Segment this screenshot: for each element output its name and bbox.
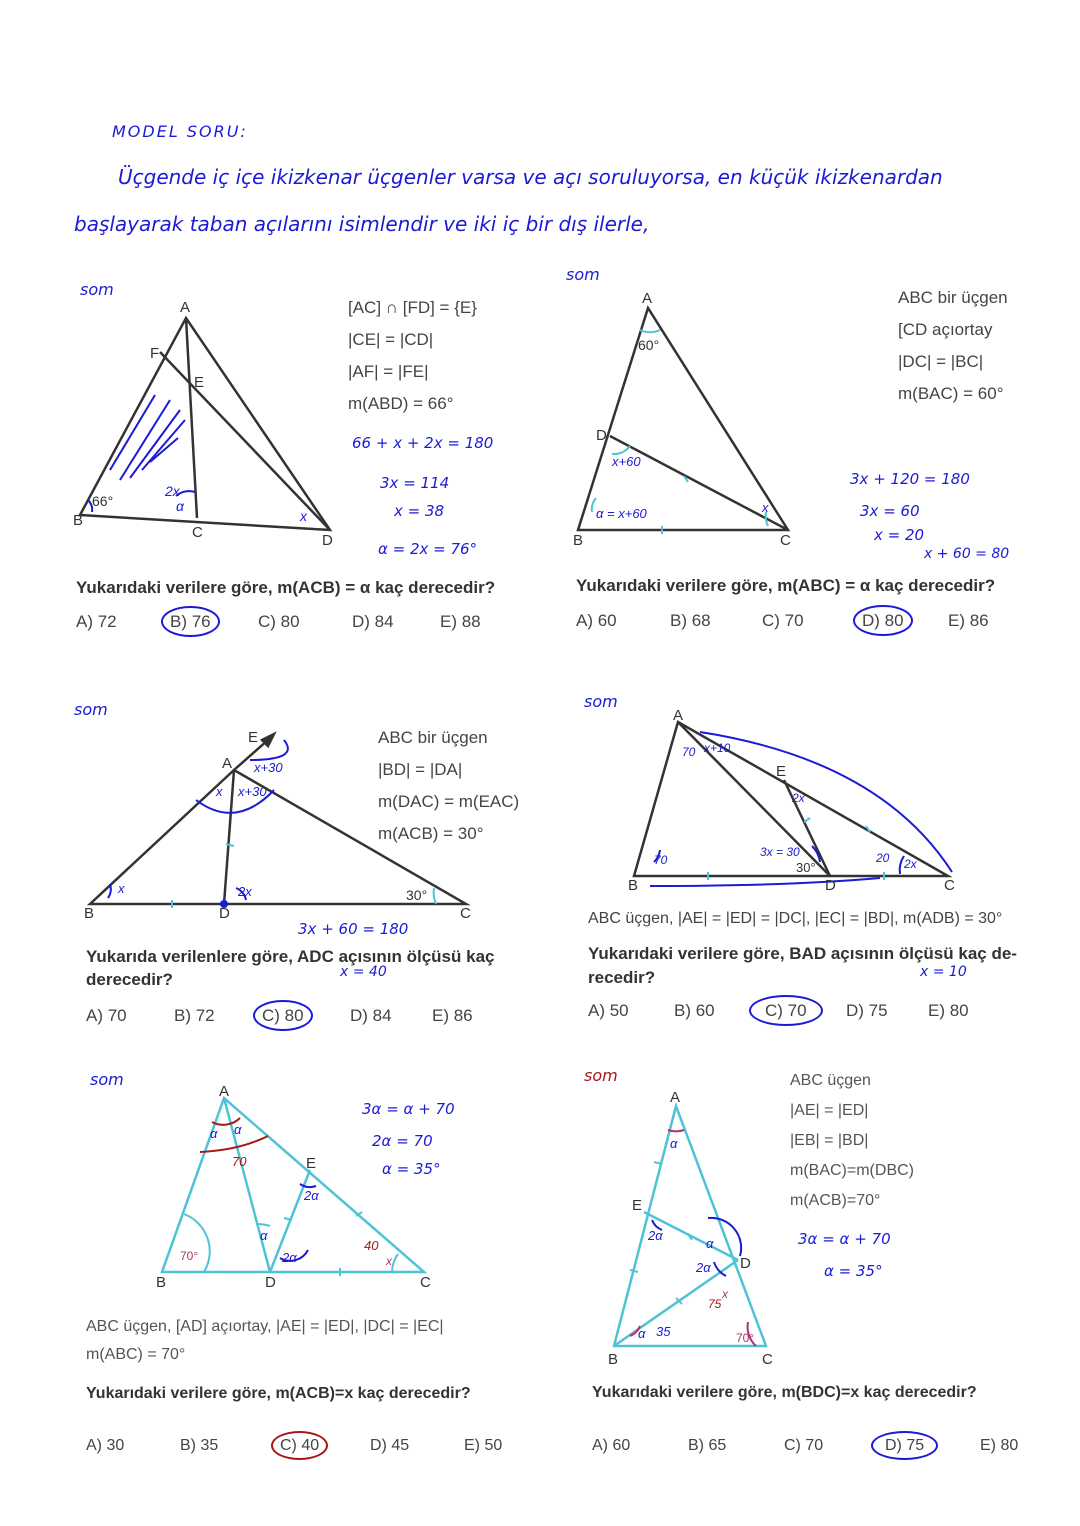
p6-label-c: C — [762, 1351, 773, 1368]
p4-tick-ed — [804, 818, 810, 822]
p1-work-3: x = 38 — [394, 502, 445, 520]
p6-choice-c[interactable]: C) 70 — [784, 1437, 824, 1454]
p3-choice-d[interactable]: D) 84 — [350, 1006, 392, 1025]
p6-choice-a[interactable]: A) 60 — [592, 1437, 631, 1454]
p6-choice-b[interactable]: B) 65 — [688, 1437, 727, 1454]
p1-choice-c[interactable]: C) 80 — [258, 612, 300, 631]
p5-choice-b[interactable]: B) 35 — [180, 1437, 219, 1454]
p2-given-4: m(BAC) = 60° — [898, 384, 1004, 403]
p5-label-b: B — [156, 1274, 167, 1291]
p6-label-x: x — [722, 1287, 728, 1301]
p3-given-3: m(DAC) = m(EAC) — [378, 792, 520, 811]
p4-choice-e[interactable]: E) 80 — [928, 1001, 969, 1020]
p5-triangle-abc — [162, 1098, 424, 1272]
p4-choice-d[interactable]: D) 75 — [846, 1001, 888, 1020]
p5-label-70: 70° — [180, 1249, 199, 1263]
p1-segment-ac — [186, 318, 197, 518]
p4-label-c: C — [944, 877, 955, 894]
p3-given-4: m(ACB) = 30° — [378, 824, 484, 843]
p5-label-40: 40 — [364, 1238, 379, 1253]
p2-work-3: x = 20 — [874, 526, 925, 544]
model-title: MODEL SORU: — [112, 122, 248, 141]
problem-1-tag: som — [80, 280, 114, 299]
p2-givens — [898, 282, 1008, 410]
p4-label-e: E — [776, 763, 787, 780]
problem-2-tag: som — [566, 265, 600, 284]
p4-choice-a[interactable]: A) 50 — [588, 1001, 629, 1020]
p2-arc-d — [612, 446, 630, 454]
p6-label-2a-b: 2α — [696, 1260, 711, 1275]
p3-work-1: 3x + 60 = 180 — [298, 920, 409, 938]
p5-stem-line-1: ABC üçgen, [AD] açıortay, |AE| = |ED|, |DC| = |EC| — [86, 1318, 444, 1335]
p6-question: Yukarıdaki verilere göre, m(BDC)=x kaç derecedir? — [592, 1384, 977, 1401]
p3-label-30: 30° — [406, 887, 428, 903]
p1-work-2: 3x = 114 — [380, 474, 450, 492]
p2-choice-b[interactable]: B) 68 — [670, 611, 711, 630]
p6-label-35: 35 — [656, 1324, 671, 1339]
p1-triangle-abd — [80, 318, 330, 530]
p3-segment-ad — [224, 770, 234, 904]
p6-given-5: m(ACB)=70° — [790, 1192, 881, 1209]
p4-label-20: 20 — [876, 851, 890, 865]
p6-choice-e[interactable]: E) 80 — [980, 1437, 1019, 1454]
p6-label-70: 70° — [736, 1331, 755, 1345]
p3-label-x-b: x — [118, 881, 125, 896]
p6-answer-circle: D) 75 — [871, 1431, 938, 1460]
intro-line-1: Üçgende iç içe ikizkenar üçgenler varsa ve açı soruluyorsa, en küçük ikizkenardan — [118, 165, 943, 189]
p2-triangle-abc — [578, 308, 788, 530]
problem-3-tag: som — [74, 700, 108, 719]
p3-arc-c — [434, 888, 436, 904]
p6-given-1: ABC üçgen — [790, 1072, 871, 1089]
p6-work-2: α = 35° — [824, 1262, 883, 1280]
p1-given-1: [AC] ∩ [FD] = {E} — [348, 298, 477, 317]
p1-given-4: m(ABD) = 66° — [348, 394, 454, 413]
p2-answer-circle: D) 80 — [853, 605, 913, 636]
p1-givens — [348, 292, 477, 420]
p6-triangle-abc — [614, 1106, 766, 1346]
problem-6-tag: som — [584, 1066, 618, 1085]
p1-choice-b[interactable] — [170, 612, 220, 632]
p5-choice-d[interactable]: D) 45 — [370, 1437, 410, 1454]
p4-label-d: D — [825, 877, 836, 894]
p4-arc-bd — [650, 878, 880, 886]
p1-segment-fd — [160, 352, 330, 530]
p3-answer-circle: C) 80 — [253, 1000, 313, 1031]
p1-label-2x: 2x — [165, 483, 180, 499]
p3-given-2: |BD| = |DA| — [378, 760, 463, 779]
p6-given-4: m(BAC)=m(DBC) — [790, 1162, 914, 1179]
p6-arc-a — [668, 1130, 684, 1131]
p6-given-2: |AE| = |ED| — [790, 1102, 869, 1119]
p3-label-d: D — [219, 905, 230, 922]
p5-label-a: A — [219, 1083, 230, 1100]
p6-work-1: 3α = α + 70 — [798, 1230, 891, 1248]
p4-label-b: B — [628, 877, 639, 894]
p4-label-30: 30° — [796, 860, 816, 875]
p1-label-e: E — [194, 374, 205, 391]
p3-choice-a[interactable]: A) 70 — [86, 1006, 127, 1025]
p5-label-d: D — [265, 1274, 276, 1291]
p2-work-4: x + 60 = 80 — [924, 546, 1010, 562]
p2-given-3: |DC| = |BC| — [898, 352, 984, 371]
p1-work-1: 66 + x + 2x = 180 — [352, 434, 494, 452]
p1-label-f: F — [150, 345, 160, 362]
p6-label-a: A — [670, 1089, 681, 1106]
p6-label-75: 75 — [708, 1297, 722, 1311]
p1-question: Yukarıdaki verilere göre, m(ACB) = α kaç derecedir? — [76, 578, 496, 597]
p2-choice-c[interactable]: C) 70 — [762, 611, 804, 630]
p2-question: Yukarıdaki verilere göre, m(ABC) = α kaç derecedir? — [576, 576, 996, 595]
p5-label-70-red: 70 — [232, 1154, 247, 1169]
p4-choice-c[interactable] — [758, 1001, 823, 1021]
p2-choice-d[interactable] — [862, 611, 913, 631]
p3-question-line-1: Yukarıda verilenlere göre, ADC açısının ölçüsü kaç — [86, 947, 495, 966]
p4-label-2x-a: 2x — [792, 791, 805, 805]
p2-label-alpha: α = x+60 — [596, 506, 647, 521]
p6-given-3: |EB| = |BD| — [790, 1132, 869, 1149]
problem-4-tag: som — [584, 692, 618, 711]
p1-given-3: |AF| = |FE| — [348, 362, 429, 381]
problem-5-tag: som — [90, 1070, 124, 1089]
p3-label-x30-b: x+30 — [238, 784, 267, 799]
p1-choice-e[interactable]: E) 88 — [440, 612, 481, 631]
p2-label-a: A — [642, 290, 653, 307]
p4-segment-ad — [678, 722, 830, 876]
p2-label-b: B — [573, 532, 584, 549]
intro-line-2: başlayarak taban açılarını isimlendir ve iki iç bir dış ilerle, — [74, 212, 650, 236]
p4-label-x10: x+10 — [704, 741, 731, 755]
p1-label-alpha: α — [176, 498, 184, 514]
p2-given-2: [CD açıortay — [898, 320, 993, 339]
p3-question-line-2: derecedir? — [86, 970, 173, 989]
p5-label-2a-b: 2α — [304, 1188, 319, 1203]
p1-label-x: x — [300, 508, 307, 524]
p3-label-c: C — [460, 905, 471, 922]
p4-stem: ABC üçgen, |AE| = |ED| = |DC|, |EC| = |BD|, m(ADB) = 30° — [588, 910, 1003, 927]
p3-label-e: E — [248, 729, 259, 746]
p1-label-c: C — [192, 524, 203, 541]
p2-choice-e[interactable]: E) 86 — [948, 611, 989, 630]
p5-stem-line-2: m(ABC) = 70° — [86, 1346, 186, 1363]
p5-work-1: 3α = α + 70 — [362, 1100, 455, 1118]
p6-label-b: B — [608, 1351, 619, 1368]
p5-label-2a-a: 2α — [282, 1250, 297, 1265]
p2-label-60: 60° — [638, 337, 660, 353]
p4-question-line-2: recedir? — [588, 968, 656, 987]
p3-label-x30-a: x+30 — [254, 760, 283, 775]
p1-label-b: B — [73, 512, 84, 529]
p5-arc-b — [184, 1214, 210, 1272]
p5-answer-circle: C) 40 — [271, 1431, 328, 1460]
p6-choice-d[interactable] — [880, 1437, 938, 1455]
p5-label-alpha-b: α — [234, 1122, 242, 1137]
p3-choice-e[interactable]: E) 86 — [432, 1006, 473, 1025]
p3-label-a: A — [222, 755, 233, 772]
p3-givens — [378, 722, 519, 850]
p2-work-2: 3x = 60 — [860, 502, 920, 520]
p5-label-alpha-c: α — [260, 1228, 268, 1243]
p4-question-line-1: Yukarıdaki verilere göre, BAD açısının ölçüsü kaç de- — [588, 944, 1017, 963]
p5-arc-c — [392, 1254, 398, 1272]
p4-label-2x-b: 2x — [904, 857, 917, 871]
p3-work-2: x = 40 — [340, 964, 387, 980]
p4-label-3x: 3x = 30 — [760, 845, 800, 859]
p3-choice-b[interactable]: B) 72 — [174, 1006, 215, 1025]
p2-label-d: D — [596, 427, 607, 444]
p4-choice-b[interactable]: B) 60 — [674, 1001, 715, 1020]
p4-label-70-a: 70 — [682, 745, 696, 759]
p6-givens — [790, 1066, 914, 1216]
p5-work-2: 2α = 70 — [372, 1132, 433, 1150]
p4-work-2: x = 10 — [920, 964, 967, 980]
p2-arc-a — [640, 330, 660, 332]
p6-label-2a-a: 2α — [648, 1228, 663, 1243]
p5-question: Yukarıdaki verilere göre, m(ACB)=x kaç derecedir? — [86, 1385, 471, 1402]
p3-label-x-a: x — [216, 784, 223, 799]
p1-label-a: A — [180, 299, 191, 316]
p1-choice-a[interactable]: A) 72 — [76, 612, 117, 631]
p1-label-d: D — [322, 532, 333, 549]
p5-label-alpha-a: α — [210, 1126, 218, 1141]
p5-label-x: x — [386, 1254, 392, 1268]
p5-choice-e[interactable]: E) 50 — [464, 1437, 503, 1454]
p2-label-x: x — [762, 500, 769, 515]
p3-label-b: B — [84, 905, 95, 922]
p6-label-alpha-b: α — [706, 1236, 714, 1251]
p2-given-1: ABC bir üçgen — [898, 288, 1008, 307]
p3-label-2x: 2x — [238, 884, 252, 899]
p3-choice-c[interactable] — [262, 1006, 313, 1026]
p4-label-a: A — [673, 707, 684, 724]
p1-label-66: 66° — [92, 493, 114, 509]
p6-tick-eb — [630, 1270, 638, 1272]
p3-given-1: ABC bir üçgen — [378, 728, 488, 747]
p5-label-c: C — [420, 1274, 431, 1291]
p6-label-alpha-a: α — [670, 1136, 678, 1151]
p2-label-c: C — [780, 532, 791, 549]
p5-choice-a[interactable]: A) 30 — [86, 1437, 125, 1454]
p4-label-70-b: 70 — [654, 853, 668, 867]
p6-label-d: D — [740, 1255, 751, 1272]
p6-label-alpha-c: α — [638, 1326, 646, 1341]
p1-work-4: α = 2x = 76° — [378, 540, 478, 558]
p5-label-e: E — [306, 1155, 317, 1172]
p4-arc-ac — [700, 732, 952, 872]
p1-given-2: |CE| = |CD| — [348, 330, 434, 349]
p1-choice-d[interactable]: D) 84 — [352, 612, 394, 631]
p4-answer-circle: C) 70 — [749, 995, 823, 1026]
p2-label-x60: x+60 — [612, 454, 641, 469]
p2-choice-a[interactable]: A) 60 — [576, 611, 617, 630]
p5-choice-c[interactable] — [280, 1437, 328, 1455]
p5-work-3: α = 35° — [382, 1160, 441, 1178]
p6-label-e: E — [632, 1197, 643, 1214]
p1-answer-circle: B) 76 — [161, 606, 220, 637]
p2-work-1: 3x + 120 = 180 — [850, 470, 970, 488]
